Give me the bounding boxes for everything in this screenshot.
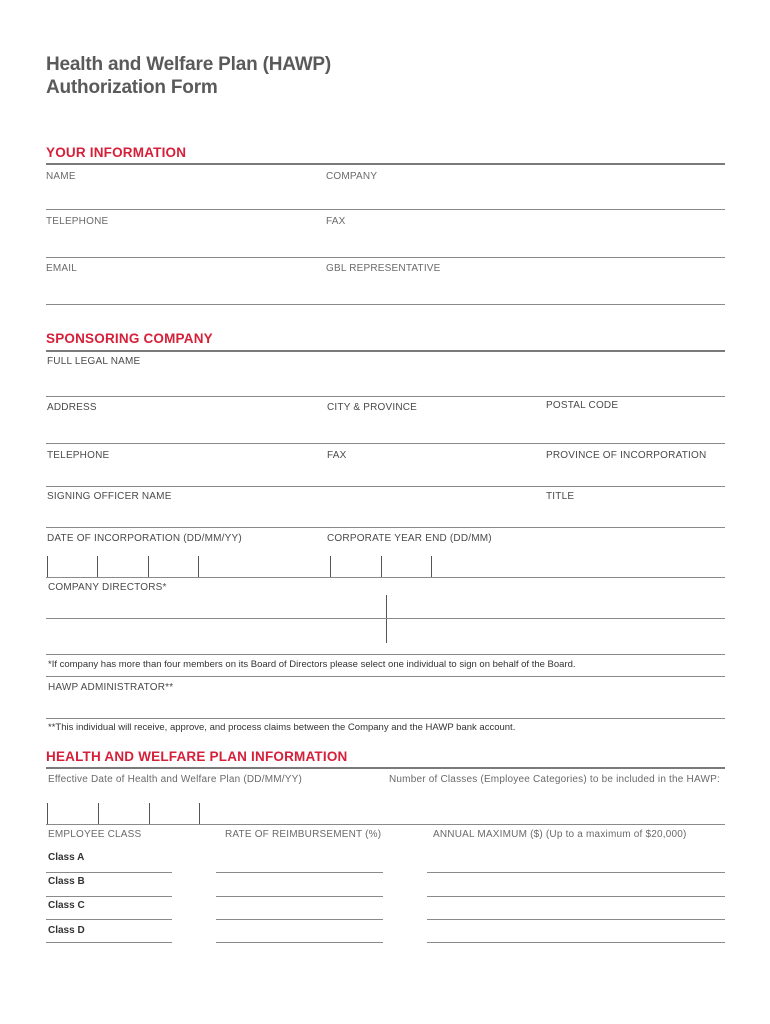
field-underline: [46, 527, 725, 528]
annual-maximum-header: ANNUAL MAXIMUM ($) (Up to a maximum of $20,000): [433, 829, 687, 840]
date-box-divider: [199, 803, 200, 824]
date-box-divider: [381, 556, 382, 577]
number-of-classes-field[interactable]: [714, 772, 730, 790]
field-underline: [46, 942, 172, 943]
field-underline: [46, 872, 172, 873]
field-underline: [46, 443, 725, 444]
section-divider: [46, 163, 725, 165]
directors-divider: [386, 595, 387, 643]
title-field[interactable]: [546, 505, 728, 527]
class-b-label: Class B: [48, 876, 85, 887]
name-field[interactable]: [46, 186, 320, 210]
city-province-label: CITY & PROVINCE: [327, 402, 418, 413]
field-underline: [46, 676, 725, 677]
field-underline: [427, 896, 725, 897]
director-1-field[interactable]: [46, 598, 385, 618]
field-underline: [46, 896, 172, 897]
class-d-label: Class D: [48, 925, 85, 936]
field-underline: [46, 209, 725, 210]
full-legal-name-field[interactable]: [46, 372, 728, 396]
fax-field[interactable]: [326, 232, 728, 256]
date-box-divider: [330, 556, 331, 577]
signing-officer-label: SIGNING OFFICER NAME: [47, 491, 172, 502]
address-label: ADDRESS: [47, 402, 97, 413]
class-a-label: Class A: [48, 852, 85, 863]
sponsoring-company-heading: SPONSORING COMPANY: [46, 331, 213, 346]
director-3-field[interactable]: [46, 622, 385, 652]
field-underline: [427, 919, 725, 920]
email-field[interactable]: [46, 279, 320, 303]
postal-code-field[interactable]: [546, 418, 728, 442]
class-c-label: Class C: [48, 900, 85, 911]
email-label: EMAIL: [46, 263, 78, 274]
province-incorporation-label: PROVINCE OF INCORPORATION: [546, 450, 707, 461]
incorporation-day-box[interactable]: [48, 556, 98, 578]
directors-footnote: *If company has more than four members on its Board of Directors please select one individual to sign on behalf of the Board.: [48, 659, 576, 670]
signing-officer-field[interactable]: [46, 505, 538, 527]
your-information-heading: YOUR INFORMATION: [46, 145, 187, 160]
incorporation-year-box[interactable]: [150, 556, 200, 578]
class-a-rate-field[interactable]: [216, 852, 386, 872]
date-box-divider: [47, 803, 48, 824]
year-end-month-box[interactable]: [383, 556, 433, 578]
effective-month-box[interactable]: [100, 804, 150, 824]
field-underline: [46, 577, 725, 578]
class-c-rate-field[interactable]: [216, 900, 386, 920]
number-of-classes-label: Number of Classes (Employee Categories) to be included in the HAWP:: [389, 774, 720, 785]
sponsor-telephone-field[interactable]: [46, 464, 320, 486]
section-divider: [46, 767, 725, 769]
field-underline: [46, 304, 725, 305]
date-box-divider: [97, 556, 98, 577]
field-underline: [216, 872, 383, 873]
field-underline: [427, 942, 725, 943]
telephone-label: TELEPHONE: [46, 216, 109, 227]
form-title-line1: Health and Welfare Plan (HAWP): [46, 54, 332, 75]
class-c-maximum-field[interactable]: [427, 900, 729, 920]
gbl-representative-field[interactable]: [326, 279, 728, 303]
field-underline: [46, 919, 172, 920]
field-underline: [46, 718, 725, 719]
sponsor-fax-field[interactable]: [326, 464, 540, 486]
sponsor-telephone-label: TELEPHONE: [47, 450, 110, 461]
class-b-rate-field[interactable]: [216, 876, 386, 896]
effective-year-box[interactable]: [151, 804, 201, 824]
gbl-representative-label: GBL REPRESENTATIVE: [326, 263, 441, 274]
form-title-line2: Authorization Form: [46, 77, 218, 98]
class-a-maximum-field[interactable]: [427, 852, 729, 872]
full-legal-name-label: FULL LEGAL NAME: [47, 356, 141, 367]
incorporation-month-box[interactable]: [99, 556, 149, 578]
field-underline: [46, 654, 725, 655]
rate-of-reimbursement-header: RATE OF REIMBURSEMENT (%): [225, 829, 382, 840]
effective-date-label: Effective Date of Health and Welfare Plan (DD/MM/YY): [48, 774, 303, 785]
field-underline: [46, 618, 725, 619]
year-end-day-box[interactable]: [332, 556, 382, 578]
plan-information-heading: HEALTH AND WELFARE PLAN INFORMATION: [46, 749, 348, 764]
field-underline: [46, 824, 725, 825]
date-incorporation-label: DATE OF INCORPORATION (DD/MM/YY): [47, 533, 242, 544]
employee-class-header: EMPLOYEE CLASS: [48, 829, 142, 840]
fax-label: FAX: [326, 216, 346, 227]
name-label: NAME: [46, 171, 76, 182]
company-directors-label: COMPANY DIRECTORS*: [48, 582, 167, 593]
director-4-field[interactable]: [391, 622, 728, 652]
field-underline: [216, 919, 383, 920]
field-underline: [46, 396, 725, 397]
field-underline: [216, 896, 383, 897]
corporate-year-end-label: CORPORATE YEAR END (DD/MM): [327, 533, 492, 544]
city-province-field[interactable]: [326, 418, 540, 442]
sponsor-fax-label: FAX: [327, 450, 347, 461]
field-underline: [216, 942, 383, 943]
province-incorporation-field[interactable]: [546, 464, 728, 486]
section-divider: [46, 350, 725, 352]
administrator-footnote: **This individual will receive, approve, and process claims between the Company and the HAWP bank account.: [48, 722, 516, 733]
telephone-field[interactable]: [46, 232, 320, 256]
date-box-divider: [148, 556, 149, 577]
company-label: COMPANY: [326, 171, 378, 182]
date-box-divider: [198, 556, 199, 577]
hawp-administrator-field[interactable]: [46, 697, 728, 719]
hawp-administrator-label: HAWP ADMINISTRATOR**: [48, 682, 174, 693]
date-box-divider: [47, 556, 48, 577]
director-2-field[interactable]: [391, 598, 728, 618]
date-box-divider: [98, 803, 99, 824]
title-label: TITLE: [546, 491, 575, 502]
address-field[interactable]: [46, 418, 320, 442]
date-box-divider: [149, 803, 150, 824]
field-underline: [46, 257, 725, 258]
effective-day-box[interactable]: [49, 804, 99, 824]
class-d-maximum-field[interactable]: [427, 924, 729, 944]
class-d-rate-field[interactable]: [216, 924, 386, 944]
field-underline: [46, 486, 725, 487]
date-box-divider: [431, 556, 432, 577]
postal-code-label: POSTAL CODE: [546, 400, 619, 411]
class-b-maximum-field[interactable]: [427, 876, 729, 896]
company-field[interactable]: [326, 186, 728, 210]
field-underline: [427, 872, 725, 873]
